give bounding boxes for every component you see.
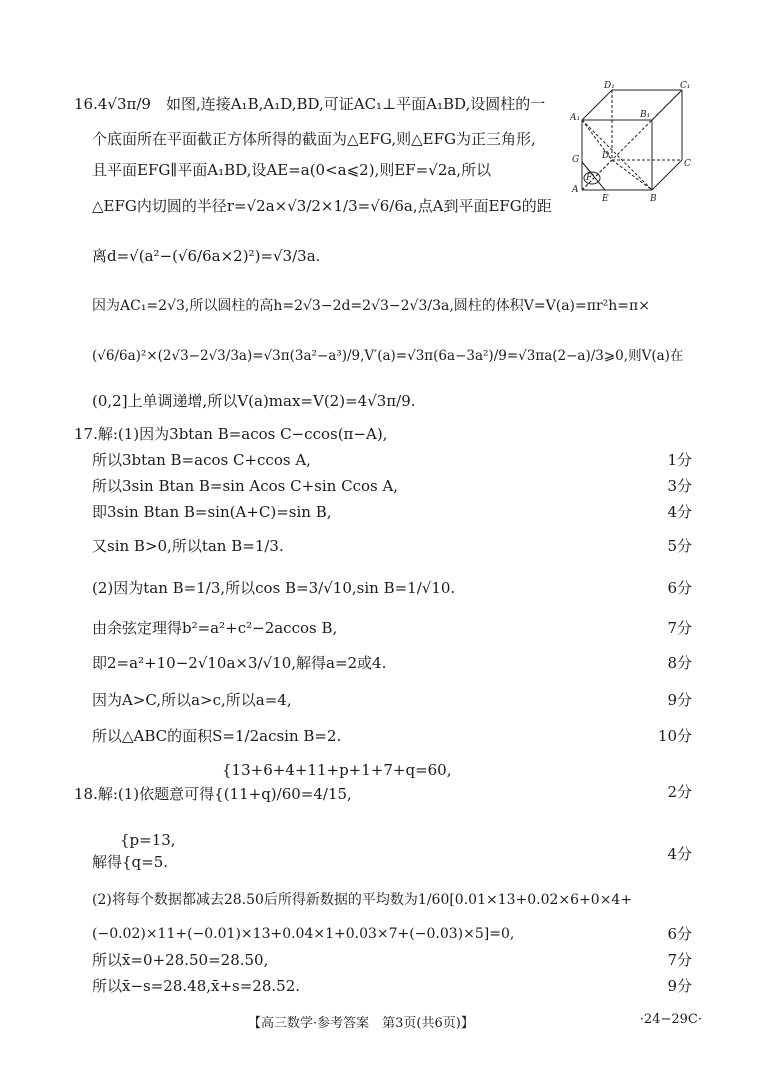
q18-line-4: 解得{q=5.	[92, 853, 169, 871]
label-F: F	[586, 173, 593, 183]
q17-line-1: 17.解:(1)因为3btan B=acos C−ccos(π−A),	[74, 425, 388, 443]
q17-line-8: 即2=a²+10−2√10a×3/√10,解得a=2或4.	[92, 654, 387, 672]
q16-line-4: △EFG内切圆的半径r=√2a×√3/2×1/3=√6/6a,点A到平面EFG的距	[92, 197, 552, 215]
label-C: C	[684, 159, 691, 169]
cube-cylinder-figure	[570, 80, 695, 205]
label-D1: D₁	[604, 81, 615, 91]
label-D: D	[602, 151, 610, 161]
q16-line-3: 且平面EFG∥平面A₁BD,设AE=a(0<a⩽2),则EF=√2a,所以	[92, 161, 492, 179]
q17-line-3: 所以3sin Btan B=sin Acos C+sin Ccos A,	[92, 477, 399, 495]
q18-score-4: 4分	[667, 845, 692, 863]
q18-score-2: 2分	[667, 783, 692, 801]
q17-score-9: 9分	[667, 691, 692, 709]
q16-line-7: (√6/6a)²×(2√3−2√3/3a)=√3π(3a²−a³)/9,V′(a)=√3π(6a−3a²)/9=√3πa(2−a)/3⩾0,则V(a)在	[92, 348, 684, 364]
q17-line-9: 因为A>C,所以a>c,所以a=4,	[92, 691, 292, 709]
q18-line-5: (2)将每个数据都减去28.50后所得新数据的平均数为1/60[0.01×13+0.02×6+0×4+	[92, 892, 633, 908]
footer-center: 【高三数学·参考答案 第3页(共6页)】	[248, 1016, 474, 1031]
q17-line-10: 所以△ABC的面积S=1/2acsin B=2.	[92, 727, 342, 745]
q17-line-6: (2)因为tan B=1/3,所以cos B=3/√10,sin B=1/√10.	[92, 579, 456, 597]
q17-score-4: 4分	[667, 503, 692, 521]
label-A1: A₁	[570, 113, 581, 123]
q18-score-6: 6分	[667, 925, 692, 943]
label-E: E	[602, 194, 609, 204]
q17-score-7: 7分	[667, 619, 692, 637]
label-B1: B₁	[640, 110, 651, 120]
q18-system-line-1: {13+6+4+11+p+1+7+q=60,	[222, 761, 452, 779]
q18-line-6: (−0.02)×11+(−0.01)×13+0.04×1+0.03×7+(−0.03)×5]=0,	[92, 926, 515, 942]
q17-line-4: 即3sin Btan B=sin(A+C)=sin B,	[92, 503, 332, 521]
q18-system-line-3: {p=13,	[120, 831, 176, 849]
q18-line-7: 所以x̄=0+28.50=28.50,	[92, 951, 269, 969]
label-B: B	[650, 194, 657, 204]
q17-score-3: 3分	[667, 477, 692, 495]
q18-line-8: 所以x̄−s=28.48,x̄+s=28.52.	[92, 977, 301, 995]
q17-line-7: 由余弦定理得b²=a²+c²−2accos B,	[92, 619, 338, 637]
label-C1: C₁	[680, 81, 691, 91]
q16-line-5: 离d=√(a²−(√6/6a×2)²)=√3/3a.	[92, 247, 321, 265]
footer-right: ·24−29C·	[639, 1012, 702, 1027]
q17-line-5: 又sin B>0,所以tan B=1/3.	[92, 537, 284, 555]
q16-line-1: 16.4√3π/9 如图,连接A₁B,A₁D,BD,可证AC₁⊥平面A₁BD,设圆柱的一	[74, 95, 546, 113]
q18-score-7: 7分	[667, 951, 692, 969]
q17-score-8: 8分	[667, 654, 692, 672]
q17-score-10: 10分	[657, 727, 692, 745]
q16-line-8: (0,2]上单调递增,所以V(a)max=V(2)=4√3π/9.	[92, 392, 416, 410]
q17-score-6: 6分	[667, 579, 692, 597]
q17-line-2: 所以3btan B=acos C+ccos A,	[92, 451, 311, 469]
label-A: A	[572, 185, 579, 195]
q17-score-5: 5分	[667, 537, 692, 555]
q18-line-2: 18.解:(1)依题意可得{(11+q)/60=4/15,	[74, 785, 352, 803]
q18-score-8: 9分	[667, 977, 692, 995]
q16-line-2: 个底面所在平面截正方体所得的截面为△EFG,则△EFG为正三角形,	[92, 130, 536, 148]
label-G: G	[572, 155, 580, 165]
q17-score-2: 1分	[667, 451, 692, 469]
q16-line-6: 因为AC₁=2√3,所以圆柱的高h=2√3−2d=2√3−2√3/3a,圆柱的体积V=V(a)=πr²h=π×	[92, 298, 650, 314]
